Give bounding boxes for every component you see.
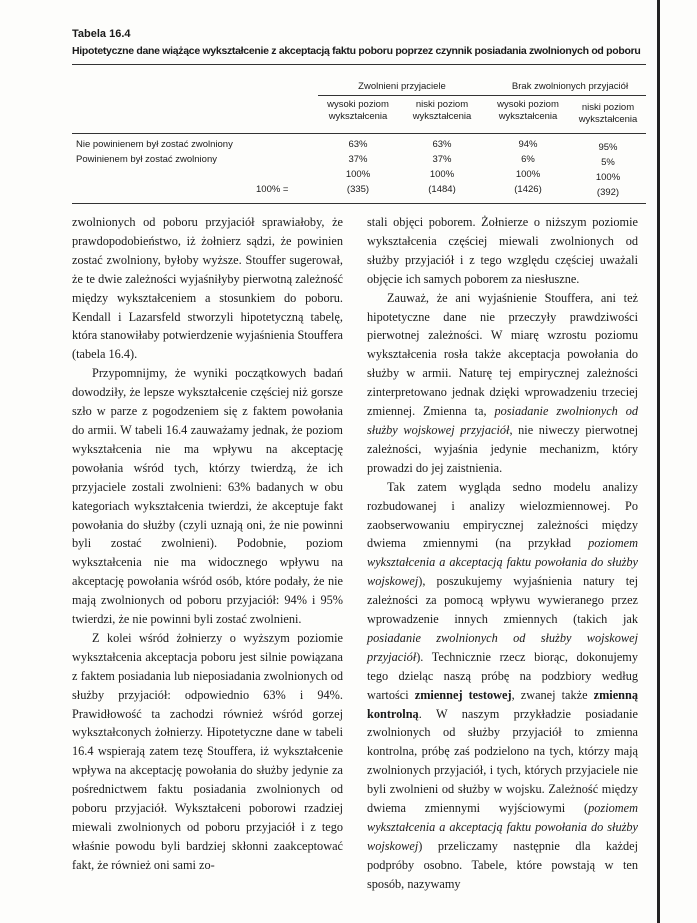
key-term: zmienną kontrolną xyxy=(367,687,639,721)
emphasis: posiadanie zwolnionych od służby wojskowej przyjaciół xyxy=(367,404,638,437)
table-cell: 37% xyxy=(432,154,452,165)
page-edge-shadow xyxy=(657,0,660,923)
left-text-column xyxy=(72,213,343,875)
paragraph: Tak zatem wygląda sedno modelu analizy rozbudowanej i analizy wielozmiennowej. Po zaobserwowaniu empirycznej zależności między dwiema zmiennymi (na przykład poziomem wykształcenia a akceptacją faktu powołania do służby wojskowej), poszukujemy wyjaśnienia natury tej zależności za pomocą wpływu wywieranego przez wprowadzenie innych zmiennych (takich jak posiadanie zwolnionych od służby wojskowej przyjaciół). Technicznie rzecz biorąc, dokonujemy tego dzieląc naszą próbę na podzbiory według wartości zmiennej testowej, zwanej także zmienną kontrolną. W naszym przykładzie posiadanie zwolnionych od służby przyjaciół to zmienna kontrolna, próbę zaś podzielono na tych, którzy mają zwolnionych przyjaciół, i tych, których przyjaciele nie byli zwolnieni od służby w wojsku. Zależność między dwiema zmiennymi wyjściowymi (poziomem wykształcenia a akceptacją faktu powołania do służby wojskowej) przeliczamy następnie dla każdej podpróby osobno. Tabele, które powstają w ten sposób, nazywamy xyxy=(367,479,639,891)
table-cell: 6% xyxy=(521,154,535,165)
emphasis: poziomem wykształcenia a akceptacją faktu powołania do służby wojskowej xyxy=(367,536,638,589)
table-cell: 100% xyxy=(429,169,455,180)
table-cell: 37% xyxy=(348,154,368,165)
group-header-rule xyxy=(318,95,646,96)
table-top-rule xyxy=(72,64,646,65)
table-title: Tabela 16.4 xyxy=(72,28,131,40)
key-term: zmiennej testowej xyxy=(414,687,512,702)
emphasis: posiadanie zwolnionych od służby wojskowej przyjaciół xyxy=(367,630,638,664)
table-cell: 5% xyxy=(601,157,615,168)
table-cell: 100% xyxy=(595,172,621,183)
col-header-4: niski poziom wykształcenia xyxy=(578,102,638,125)
emphasis: poziomem wykształcenia a akceptacją faktu powołania do służby wojskowej xyxy=(367,801,638,853)
table-cell: (335) xyxy=(346,184,370,195)
table-cell: 63% xyxy=(348,139,368,150)
paragraph: Przypomnijmy, że wyniki początkowych badań dowodziły, że lepsze wykształcenie częściej niż gorsze szło w parze z pogodzeniem się z faktem powołania do armii. W tabeli 16.4 zauważamy jednak, że poziom wykształcenia nie ma wpływu na akceptację powołania wśród tych, którzy twierdzą, że ich przyjaciele zostali zwolnieni: 63% badanych w obu kategoriach wykształcenia twierdzi, że akceptuje fakt powołania do służby (czyli uznają oni, że nie powinni byli zostać zwolnieni). Podobnie, poziom wykształcenia nie ma widocznego wpływu na akceptację powołania wśród osób, które podały, że nie mają zwolnionych od poboru przyjaciół: 94% i 95% twierdzi, że nie powinni byli zostać zwolnieni. xyxy=(72,366,343,627)
col-header-1: wysoki poziom wykształcenia xyxy=(327,99,389,122)
row-label-base-n: 100% = xyxy=(256,184,289,195)
group-header-friends-exempted: Zwolnieni przyjaciele xyxy=(358,81,446,92)
table-cell: 63% xyxy=(432,139,452,150)
paragraph: zwolnionych od poboru przyjaciół sprawiałoby, że prawdopodobieństwo, iż żołnierz sądzi, że powinien zostać zwolniony, byłoby wyższe. Stouffer sugerował, że te dwie zależności wyjaśniłyby pierwotną zależność między wykształceniem a stosunkiem do poboru. Kendall i Lazarsfeld stworzyli hipotetyczną tabelę, która stanowiłaby potwierdzenie wyjaśnienia Stouffera (tabela 16.4). xyxy=(72,215,343,362)
col-header-2: niski poziom wykształcenia xyxy=(412,99,472,122)
row-label-should-not-be-exempted: Nie powinienem był zostać zwolniony xyxy=(76,139,233,150)
table-cell: 94% xyxy=(518,139,538,150)
table-cell: 100% xyxy=(515,169,541,180)
col-header-3: wysoki poziom wykształcenia xyxy=(497,99,559,122)
row-label-should-be-exempted: Powinienem był zostać zwolniony xyxy=(76,154,217,165)
table-header-rule xyxy=(72,133,646,134)
group-header-no-friends-exempted: Brak zwolnionych przyjaciół xyxy=(511,81,629,92)
right-text-column xyxy=(367,213,638,894)
table-cell: (1426) xyxy=(514,184,542,195)
paragraph: Z kolei wśród żołnierzy o wyższym poziomie wykształcenia akceptacja poboru jest silnie powiązana z faktem posiadania lub nieposiadania zwolnionych od służby przyjaciół: odpowiednio 63% i 94%. Prawidłowość ta zachodzi również wśród gorzej wykształconych żołnierzy. Hipotetyczne dane w tabeli 16.4 wspierają zatem tezę Stouffera, iż wykształcenie wpływa na akceptację powołania do służby jedynie za pośrednictwem faktu posiadania zwolnionych od poboru przyjaciół. Wykształceni poborowi rzadziej miewali zwolnionych od poboru przyjaciół i z tego właśnie powodu byli bardziej skłonni zaakceptować fakt, że również oni sami zo- xyxy=(72,630,343,872)
table-caption: Hipotetyczne dane wiążące wykształcenie z akceptacją faktu poboru poprzez czynnik posiadania zwolnionych od poboru xyxy=(72,45,641,57)
paragraph: Zauważ, że ani wyjaśnienie Stouffera, ani też hipotetyczne dane nie przeczyły prawdziwości pierwotnej zależności. W miarę wzrostu poziomu wykształcenia rosła także akceptacja powołania do służby w armii. Naturę tej empirycznej zależności zinterpretowano jednak dzięki wprowadzeniu trzeciej zmiennej. Zmienna ta, posiadanie zwolnionych od służby wojskowej przyjaciół, nie niweczy pierwotnej zależności, wyjaśnia jedynie mechanizm, który prowadzi do jej zaistnienia. xyxy=(367,290,638,475)
table-cell: (1484) xyxy=(428,184,456,195)
table-cell: 95% xyxy=(598,142,618,153)
table-bottom-rule xyxy=(72,203,646,204)
table-cell: 100% xyxy=(345,169,371,180)
table-cell: (392) xyxy=(596,187,620,198)
paragraph: stali objęci poborem. Żołnierze o niższym poziomie wykształcenia częściej miewali zwolnionych od służby przyjaciół i z tego względu częściej uważali objęcie ich samych poborem za niesłuszne. xyxy=(367,215,638,286)
